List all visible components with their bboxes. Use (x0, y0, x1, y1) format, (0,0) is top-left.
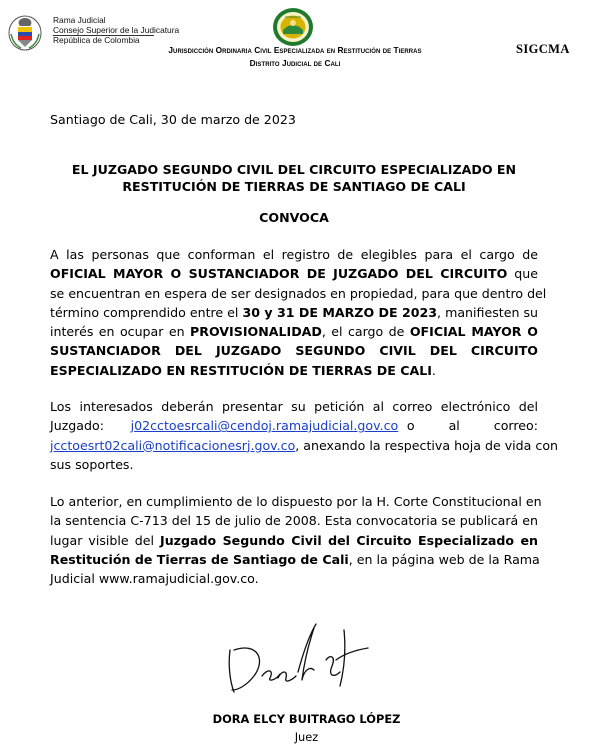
p1-line-1: A las personas que conforman el registro de elegibles para el cargo de (50, 247, 538, 262)
p1-line-7 (50, 361, 538, 380)
p1-text: término comprendido entre el (50, 304, 243, 320)
p1-line-5 (50, 322, 538, 341)
p2-line-4: sus soportes. (50, 456, 134, 472)
p3-bold-restitucion: Restitución de Tierras de Santiago de Cali (50, 551, 349, 567)
institution-line-3: República de Colombia (53, 35, 140, 46)
p1-text: interés en ocupar en (50, 324, 191, 340)
signer-name: DORA ELCY BUITRAGO LÓPEZ (212, 712, 401, 726)
p1-text: que (507, 266, 538, 282)
sigcma-label: SIGCMA (516, 42, 570, 56)
p2-text: Juzgado: (50, 418, 104, 434)
p3-line-3 (50, 531, 538, 550)
jurisdiction-header (135, 44, 455, 70)
p1-line-4 (50, 303, 538, 322)
title-line-1: EL JUZGADO SEGUNDO CIVIL DEL CIRCUITO ESPECIALIZADO EN (71, 162, 517, 177)
p3-line-2: la sentencia C-713 del 15 de julio de 2008. Esta convocatoria se publicará en (50, 513, 538, 529)
email-link-1[interactable]: j02cctoesrcali@cendoj.ramajudicial.gov.co (130, 418, 399, 434)
p1-text: , manifiesten su (437, 304, 538, 320)
district-line: Distrito Judicial de Cali (249, 58, 341, 68)
document-date: Santiago de Cali, 30 de marzo de 2023 (50, 112, 296, 127)
institution-line-2: Consejo Superior de la Judicatura (53, 25, 180, 36)
p1-text: , el cargo de (321, 324, 410, 340)
convoca-heading: CONVOCA (259, 210, 329, 225)
p2-line-2 (50, 416, 538, 435)
p2-text: , anexando la respectiva hoja de vida con (295, 437, 559, 453)
document-title (50, 161, 538, 195)
restitucion-tierras-seal-icon (271, 6, 315, 48)
p1-line-3: se encuentran en espera de ser designados en propiedad, para que dentro del (50, 285, 547, 301)
jurisdiction-line: Jurisdicción Ordinaria Civil Especializada en Restitución de Tierras (168, 45, 422, 55)
signer-role: Juez (294, 730, 319, 744)
p3-line-1: Lo anterior, en cumplimiento de lo dispuesto por la H. Corte Constitucional en (50, 494, 542, 509)
institution-block (53, 15, 179, 46)
p2-text: o al correo: (406, 418, 538, 434)
p1-bold-dates: 30 y 31 DE MARZO DE 2023 (242, 304, 438, 320)
p3-line-4 (50, 550, 538, 569)
paragraph-3 (50, 492, 542, 588)
p3-text: , en la página web de la Rama (348, 551, 540, 567)
p3-bold-juzgado: Juzgado Segundo Civil del Circuito Especializado en (160, 532, 539, 548)
p1-line-6 (50, 341, 538, 360)
rama-judicial-shield-icon (7, 14, 43, 52)
p1-bold-especializado: ESPECIALIZADO EN RESTITUCIÓN DE TIERRAS DE CALI (50, 362, 432, 378)
p1-text: . (431, 362, 436, 378)
p3-line-5: Judicial www.ramajudicial.gov.co. (50, 571, 259, 587)
institution-line-1: Rama Judicial (53, 15, 106, 25)
p1-bold-cargo-2: OFICIAL MAYOR O (409, 324, 538, 340)
p3-text: lugar visible del (50, 532, 161, 548)
p2-line-1: Los interesados deberán presentar su petición al correo electrónico del (50, 399, 538, 414)
p1-line-2 (50, 264, 538, 283)
p2-line-3 (50, 436, 559, 455)
paragraph-1 (50, 245, 547, 380)
title-line-2: RESTITUCIÓN DE TIERRAS DE SANTIAGO DE CALI (122, 179, 466, 194)
p1-bold-cargo: OFICIAL MAYOR O SUSTANCIADOR DE JUZGADO DEL CIRCUITO (50, 266, 508, 282)
p1-bold-juzgado: SUSTANCIADOR DEL JUZGADO SEGUNDO CIVIL DEL CIRCUITO (50, 343, 538, 359)
institution-divider (53, 35, 154, 36)
paragraph-2 (50, 397, 559, 474)
p1-bold-provisionalidad: PROVISIONALIDAD (190, 324, 322, 340)
handwritten-signature (218, 620, 378, 700)
email-link-2[interactable]: jcctoesrt02cali@notificacionesrj.gov.co (50, 437, 296, 453)
